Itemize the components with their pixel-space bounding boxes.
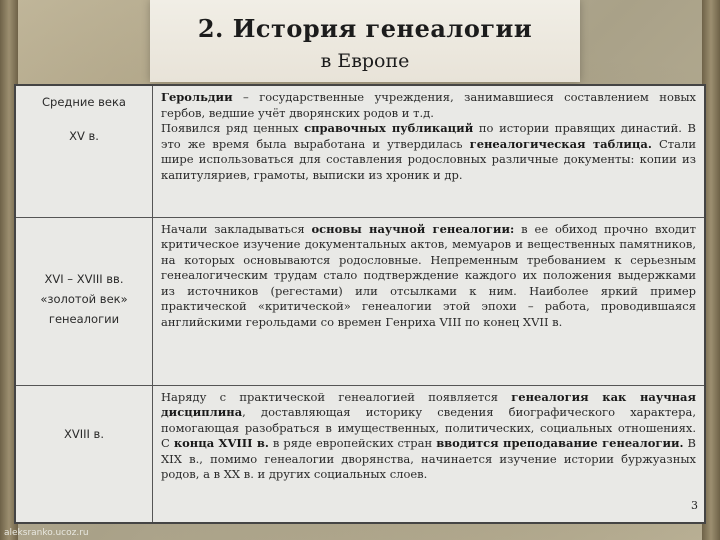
period-line: XVI – XVIII вв. [44,271,124,286]
description-text: , доставляющая историку сведения биографического характера, помогающая разобраться в имущественных, политических, социальных отношениях. С [161,405,696,450]
period-label: XVIII в. [63,426,104,441]
table-row [15,385,705,523]
period-label: Средние века [42,95,126,109]
description-text: по истории правящих династий. В это же время была выработана и утвердилась [161,121,696,151]
period-label: XV в. [69,128,99,143]
bold-term: генеалогия как научная дисциплина [161,389,696,419]
history-table [14,84,706,524]
title-plaque [150,0,580,82]
description-text: Стали шире использоваться для составления родословных различные документы: копии из капитуляриев, грамоты, выписки из хроник и др. [161,136,696,182]
bold-term: основы научной генеалогии: [311,221,515,236]
description-text: в ее обиход прочно входит критическое изучение документальных актов, мемуаров и вещественных памятников, на которых основываются родословные. Непременным требованием к серьезным генеалогическим трудам стало подтверждение каждого их положения выдержками из источников (регестами) или отсылками к ним. Наиболее яркий пример практической «критической» генеалогии этой эпохи – работа, проводившаяся английскими герольдами со времен Генриха VIII по конец XVII в. [161,221,696,329]
description-text: – государственные учреждения, занимавшиеся составлением новых гербов, ведшие учёт дворянских родов и т.д. [161,90,696,120]
page-title: 2. История генеалогии [197,14,533,43]
bold-term: Герольдии [161,90,233,104]
table-row [15,217,705,385]
bold-term: справочных публикаций [304,121,474,135]
period-cell [15,85,153,217]
description-text: в ряде европейских стран [268,436,437,450]
page-number: 3 [691,499,698,512]
period-line: «золотой век» [40,291,128,306]
description-text: Наряду с практической генеалогией появляется [161,389,512,404]
table-row [15,85,705,217]
description-cell [153,85,706,217]
bold-term: конца XVIII в. [173,436,269,450]
bold-term: генеалогическая таблица. [469,136,652,151]
description-text: В XIX в., помимо генеалогии дворянства, начинается изучение истории буржуазных родов, а в XX в. и других социальных слоев. [161,436,697,481]
description-cell [153,385,706,523]
page-subtitle: в Европе [320,50,410,72]
period-label [17,269,151,329]
bold-term: вводится преподавание генеалогии. [436,436,684,450]
period-line: генеалогии [48,311,120,326]
description-text: Появился ряд ценных [161,121,305,135]
description-text: Начали закладываться [161,221,312,236]
period-cell [15,385,153,523]
description-cell [153,217,706,385]
period-cell [15,217,153,385]
watermark-text: aleksranko.ucoz.ru [4,528,89,538]
